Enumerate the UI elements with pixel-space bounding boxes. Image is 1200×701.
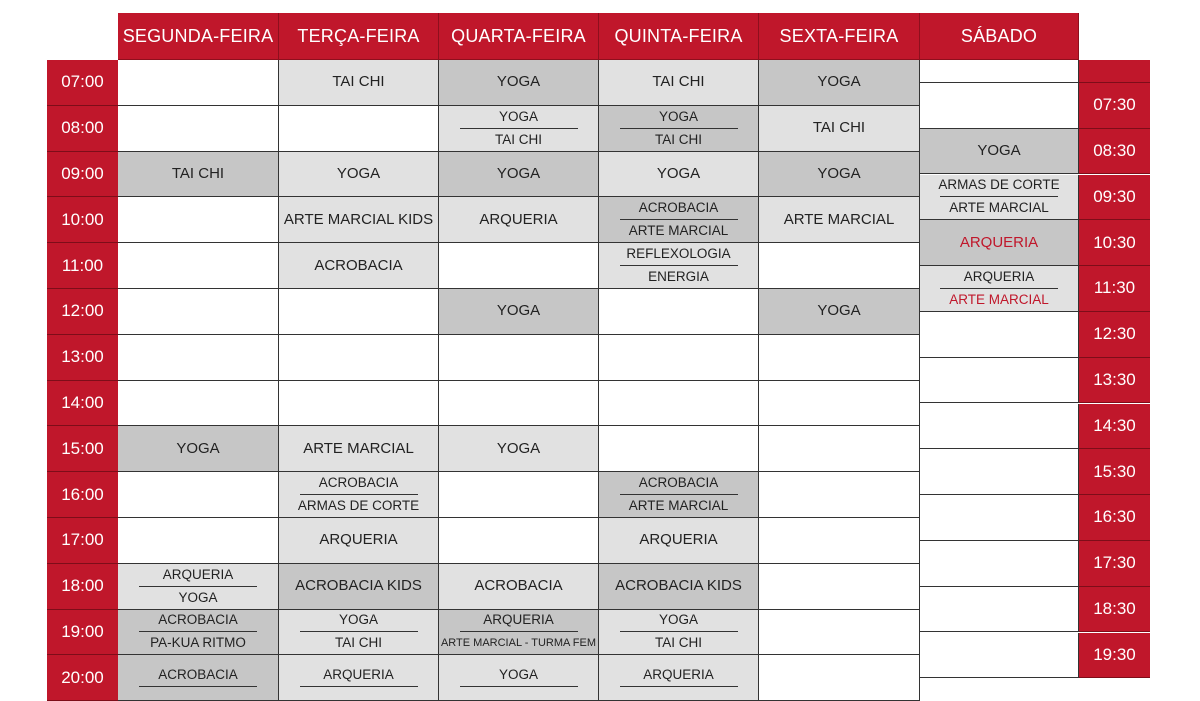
class-name: ARMAS DE CORTE bbox=[297, 498, 420, 514]
schedule-cell bbox=[759, 152, 920, 198]
class-name: ACROBACIA bbox=[638, 475, 719, 491]
class-name: YOGA bbox=[496, 164, 541, 182]
class-name: YOGA bbox=[817, 302, 861, 320]
schedule-cell bbox=[279, 472, 439, 518]
class-name: YOGA bbox=[817, 164, 861, 182]
schedule-cell bbox=[439, 426, 599, 472]
schedule-cell bbox=[759, 655, 920, 701]
class-name: YOGA bbox=[338, 612, 378, 628]
class-divider bbox=[139, 686, 257, 687]
class-name: YOGA bbox=[498, 108, 538, 124]
schedule-cell bbox=[599, 106, 759, 152]
schedule-cell bbox=[599, 564, 759, 610]
schedule-cell bbox=[279, 655, 439, 701]
time-label: 09:00 bbox=[47, 152, 118, 198]
saturday-time-label: 13:30 bbox=[1079, 358, 1150, 404]
class-name: ENERGIA bbox=[648, 269, 709, 285]
schedule-cell bbox=[759, 564, 920, 610]
class-name: ARTE MARCIAL bbox=[628, 223, 729, 239]
schedule-cell bbox=[920, 541, 1079, 587]
schedule-cell bbox=[439, 289, 599, 335]
schedule-cell bbox=[920, 404, 1079, 450]
day-header: QUINTA-FEIRA bbox=[599, 13, 759, 60]
class-name: ARQUERIA bbox=[323, 667, 394, 683]
schedule-cell bbox=[439, 243, 599, 289]
day-header: SEGUNDA-FEIRA bbox=[118, 13, 279, 60]
schedule-cell bbox=[759, 335, 920, 381]
time-label-strip bbox=[1079, 60, 1150, 83]
class-divider bbox=[940, 196, 1058, 197]
class-name: ARQUERIA bbox=[483, 612, 554, 628]
time-label: 12:00 bbox=[47, 289, 118, 335]
time-label: 07:00 bbox=[47, 60, 118, 106]
class-name: ARTE MARCIAL bbox=[949, 200, 1049, 216]
time-label: 20:00 bbox=[47, 655, 118, 701]
schedule-cell bbox=[759, 289, 920, 335]
class-divider bbox=[300, 631, 418, 632]
class-name: TAI CHI bbox=[332, 73, 385, 91]
class-name: ACROBACIA bbox=[158, 612, 238, 628]
class-name: YOGA bbox=[336, 164, 381, 182]
schedule-cell bbox=[920, 60, 1079, 83]
schedule-cell bbox=[439, 472, 599, 518]
saturday-time-label: 19:30 bbox=[1079, 633, 1150, 679]
time-label: 18:00 bbox=[47, 564, 118, 610]
class-name: ARTE MARCIAL - TURMA FEM bbox=[440, 637, 597, 650]
schedule-cell bbox=[439, 610, 599, 656]
saturday-time-label: 16:30 bbox=[1079, 495, 1150, 541]
day-header: SÁBADO bbox=[920, 13, 1079, 60]
schedule-cell bbox=[599, 152, 759, 198]
class-name: YOGA bbox=[658, 612, 698, 628]
schedule-cell bbox=[118, 655, 279, 701]
class-name: ARQUERIA bbox=[639, 531, 718, 549]
saturday-time-label: 14:30 bbox=[1079, 404, 1150, 450]
schedule-cell bbox=[118, 243, 279, 289]
class-name: YOGA bbox=[498, 667, 538, 683]
class-name: TAI CHI bbox=[171, 164, 225, 182]
schedule-cell bbox=[118, 381, 279, 427]
class-divider bbox=[620, 631, 738, 632]
schedule-cell bbox=[118, 152, 279, 198]
class-name: ARMAS DE CORTE bbox=[938, 177, 1060, 193]
schedule-cell bbox=[920, 587, 1079, 633]
saturday-time-label: 17:30 bbox=[1079, 541, 1150, 587]
schedule-cell bbox=[920, 312, 1079, 358]
class-name: ACROBACIA bbox=[638, 200, 719, 216]
time-label: 17:00 bbox=[47, 518, 118, 564]
schedule-cell bbox=[279, 243, 439, 289]
class-divider bbox=[620, 128, 738, 129]
schedule-cell bbox=[920, 449, 1079, 495]
class-name: ACROBACIA bbox=[474, 577, 563, 595]
class-name: TAI CHI bbox=[655, 635, 702, 651]
class-divider bbox=[620, 494, 738, 495]
schedule-cell bbox=[920, 358, 1079, 404]
schedule-cell bbox=[118, 106, 279, 152]
schedule-cell bbox=[759, 610, 920, 656]
schedule-cell bbox=[920, 633, 1079, 679]
schedule-cell bbox=[759, 472, 920, 518]
schedule-cell bbox=[118, 518, 279, 564]
class-name: PA-KUA RITMO bbox=[150, 635, 246, 651]
saturday-time-label: 18:30 bbox=[1079, 587, 1150, 633]
class-name: TAI CHI bbox=[812, 119, 866, 137]
class-name: ARQUERIA bbox=[959, 233, 1039, 251]
class-divider bbox=[620, 265, 738, 266]
schedule-cell bbox=[279, 426, 439, 472]
saturday-time-label: 10:30 bbox=[1079, 220, 1150, 266]
schedule-cell bbox=[118, 564, 279, 610]
schedule-cell bbox=[279, 289, 439, 335]
class-name: ARQUERIA bbox=[643, 667, 714, 683]
schedule-cell bbox=[759, 518, 920, 564]
schedule-cell bbox=[599, 335, 759, 381]
schedule-cell bbox=[599, 243, 759, 289]
class-name: YOGA bbox=[176, 439, 220, 457]
schedule-cell bbox=[599, 655, 759, 701]
class-name: ARTE MARCIAL KIDS bbox=[283, 210, 434, 228]
class-name: ARTE MARCIAL bbox=[949, 291, 1049, 307]
schedule-cell bbox=[599, 60, 759, 106]
class-name: YOGA bbox=[977, 142, 1021, 160]
schedule-cell bbox=[118, 610, 279, 656]
schedule-cell bbox=[439, 564, 599, 610]
schedule-cell bbox=[599, 289, 759, 335]
time-label: 11:00 bbox=[47, 243, 118, 289]
schedule-cell bbox=[439, 106, 599, 152]
time-label: 10:00 bbox=[47, 197, 118, 243]
schedule-cell bbox=[920, 495, 1079, 541]
schedule-cell bbox=[279, 152, 439, 198]
class-name: TAI CHI bbox=[495, 131, 542, 147]
saturday-time-label: 08:30 bbox=[1079, 129, 1150, 175]
class-name: YOGA bbox=[658, 108, 698, 124]
day-header: SEXTA-FEIRA bbox=[759, 13, 920, 60]
schedule-cell bbox=[920, 266, 1079, 312]
schedule-cell bbox=[118, 426, 279, 472]
class-divider bbox=[139, 586, 257, 587]
schedule-cell bbox=[599, 472, 759, 518]
time-label: 15:00 bbox=[47, 426, 118, 472]
class-name: ACROBACIA bbox=[158, 667, 238, 683]
saturday-time-label: 09:30 bbox=[1079, 175, 1150, 221]
time-label: 16:00 bbox=[47, 472, 118, 518]
class-name: ACROBACIA KIDS bbox=[295, 577, 422, 595]
class-name: ARTE MARCIAL bbox=[628, 498, 729, 514]
class-name: ARTE MARCIAL bbox=[303, 439, 414, 457]
schedule-cell bbox=[279, 106, 439, 152]
class-name: ACROBACIA bbox=[314, 256, 403, 274]
saturday-time-label: 15:30 bbox=[1079, 449, 1150, 495]
class-name: YOGA bbox=[656, 164, 701, 182]
class-name: REFLEXOLOGIA bbox=[626, 246, 731, 262]
schedule-cell bbox=[759, 60, 920, 106]
schedule-cell bbox=[920, 220, 1079, 266]
class-divider bbox=[940, 288, 1058, 289]
day-header: TERÇA-FEIRA bbox=[279, 13, 439, 60]
class-name: TAI CHI bbox=[652, 73, 705, 91]
class-name: YOGA bbox=[496, 439, 541, 457]
schedule-cell bbox=[759, 426, 920, 472]
schedule-cell bbox=[118, 335, 279, 381]
class-name: ARTE MARCIAL bbox=[783, 210, 895, 228]
schedule-cell bbox=[920, 129, 1079, 175]
schedule-cell bbox=[439, 152, 599, 198]
class-divider bbox=[460, 686, 578, 687]
class-name: ARQUERIA bbox=[162, 566, 234, 582]
schedule-cell bbox=[920, 83, 1079, 129]
class-name: YOGA bbox=[817, 73, 861, 91]
time-label: 14:00 bbox=[47, 381, 118, 427]
schedule-cell bbox=[279, 335, 439, 381]
class-divider bbox=[460, 631, 578, 632]
class-divider bbox=[139, 631, 257, 632]
schedule-cell bbox=[439, 655, 599, 701]
saturday-time-label: 12:30 bbox=[1079, 312, 1150, 358]
schedule-cell bbox=[599, 518, 759, 564]
schedule-cell bbox=[759, 243, 920, 289]
schedule-cell bbox=[439, 197, 599, 243]
schedule-cell bbox=[118, 289, 279, 335]
day-header: QUARTA-FEIRA bbox=[439, 13, 599, 60]
schedule-cell bbox=[118, 472, 279, 518]
class-name: TAI CHI bbox=[335, 635, 382, 651]
schedule-cell bbox=[279, 518, 439, 564]
class-name: ACROBACIA bbox=[318, 475, 399, 491]
schedule-cell bbox=[599, 381, 759, 427]
saturday-time-label: 11:30 bbox=[1079, 266, 1150, 312]
schedule-cell bbox=[279, 197, 439, 243]
schedule-cell bbox=[599, 610, 759, 656]
schedule-cell bbox=[279, 610, 439, 656]
schedule-cell bbox=[759, 106, 920, 152]
time-label: 08:00 bbox=[47, 106, 118, 152]
class-name: YOGA bbox=[496, 302, 541, 320]
class-divider bbox=[300, 686, 418, 687]
schedule-cell bbox=[118, 60, 279, 106]
class-name: ACROBACIA KIDS bbox=[615, 577, 742, 595]
class-divider bbox=[620, 219, 738, 220]
time-label: 13:00 bbox=[47, 335, 118, 381]
schedule-cell bbox=[759, 197, 920, 243]
class-name: YOGA bbox=[496, 73, 541, 91]
schedule-cell bbox=[439, 60, 599, 106]
schedule-cell bbox=[279, 564, 439, 610]
class-name: ARQUERIA bbox=[319, 531, 398, 549]
class-name: ARQUERIA bbox=[963, 268, 1035, 284]
class-name: TAI CHI bbox=[655, 131, 702, 147]
class-divider bbox=[300, 494, 418, 495]
schedule-cell bbox=[279, 381, 439, 427]
saturday-time-label: 07:30 bbox=[1079, 83, 1150, 129]
time-label: 19:00 bbox=[47, 610, 118, 656]
class-name: ARQUERIA bbox=[479, 210, 558, 228]
class-divider bbox=[460, 128, 578, 129]
schedule-cell bbox=[759, 381, 920, 427]
schedule-cell bbox=[439, 335, 599, 381]
schedule-cell bbox=[920, 175, 1079, 221]
schedule-cell bbox=[279, 60, 439, 106]
class-divider bbox=[620, 686, 738, 687]
schedule-cell bbox=[599, 197, 759, 243]
schedule-cell bbox=[599, 426, 759, 472]
schedule-cell bbox=[439, 518, 599, 564]
class-name: YOGA bbox=[178, 589, 218, 605]
schedule-cell bbox=[118, 197, 279, 243]
schedule-cell bbox=[439, 381, 599, 427]
